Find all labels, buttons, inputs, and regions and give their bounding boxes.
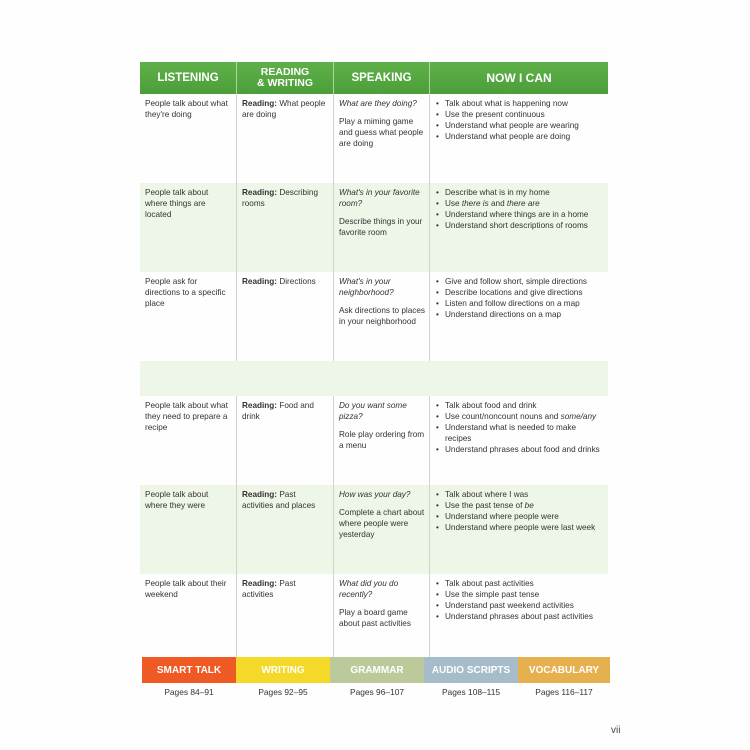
list-item: • Use the past tense of be (435, 500, 604, 511)
footer-audio-scripts (424, 657, 518, 697)
list-item: • Understand where people were last week (435, 522, 604, 533)
footer-tab: WRITING (236, 657, 330, 683)
syllabus-table (140, 62, 608, 663)
list-item: • Understand what people are wearing (435, 120, 604, 131)
footer-pages: Pages 84–91 (164, 687, 214, 697)
header-speaking: SPEAKING (334, 62, 430, 94)
table-row (140, 272, 608, 361)
table-header (140, 62, 608, 94)
footer-pages: Pages 116–117 (535, 687, 593, 697)
list-item: • Understand what people are doing (435, 131, 604, 142)
listening-cell: People talk about where they were (140, 485, 237, 574)
header-now-i-can: NOW I CAN (430, 62, 608, 94)
speaking-cell: What's in your neighborhood? Ask directions to places in your neighborhood (334, 272, 430, 361)
list-item: • Understand phrases about past activities (435, 611, 604, 622)
now-i-can-cell (430, 272, 608, 361)
footer-pages: Pages 108–115 (441, 687, 501, 697)
reading-writing-cell: Reading: What people are doing (237, 94, 334, 183)
list-item: • Listen and follow directions on a map (435, 298, 604, 309)
table-spacer (140, 361, 608, 396)
now-i-can-cell (430, 183, 608, 272)
list-item: • Understand past weekend activities (435, 600, 604, 611)
list-item: • Understand phrases about food and drinks (435, 444, 604, 455)
now-i-can-cell (430, 574, 608, 663)
list-item: • Talk about past activities (435, 578, 604, 589)
table-row (140, 574, 608, 663)
table-row (140, 183, 608, 272)
reading-writing-cell: Reading: Past activities (237, 574, 334, 663)
list-item: • Use the simple past tense (435, 589, 604, 600)
reading-writing-cell: Reading: Directions (237, 272, 334, 361)
list-item: • Talk about where I was (435, 489, 604, 500)
table-row (140, 94, 608, 183)
footer-smart-talk (142, 657, 236, 697)
speaking-cell: What's in your favorite room? Describe things in your favorite room (334, 183, 430, 272)
header-listening: LISTENING (140, 62, 237, 94)
footer-tab: SMART TALK (142, 657, 236, 683)
reading-writing-cell: Reading: Describing rooms (237, 183, 334, 272)
page-number: vii (611, 725, 621, 736)
list-item: • Understand directions on a map (435, 309, 604, 320)
listening-cell: People talk about their weekend (140, 574, 237, 663)
list-item: • Understand where things are in a home (435, 209, 604, 220)
list-item: • Describe what is in my home (435, 187, 604, 198)
list-item: • Understand where people were (435, 511, 604, 522)
listening-cell: People talk about where things are located (140, 183, 237, 272)
table-row (140, 396, 608, 485)
listening-cell: People ask for directions to a specific place (140, 272, 237, 361)
list-item: • Give and follow short, simple directions (435, 276, 604, 287)
list-item: • Talk about food and drink (435, 400, 604, 411)
footer-vocabulary (518, 657, 610, 697)
footer-pages: Pages 96–107 (349, 687, 405, 697)
footer-tab: AUDIO SCRIPTS (424, 657, 518, 683)
list-item: • Understand short descriptions of rooms (435, 220, 604, 231)
listening-cell: People talk about what they're doing (140, 94, 237, 183)
footer-writing (236, 657, 330, 697)
speaking-cell: Do you want some pizza? Role play ordering from a menu (334, 396, 430, 485)
list-item: • Use count/noncount nouns and some/any (435, 411, 604, 422)
listening-cell: People talk about what they need to prepare a recipe (140, 396, 237, 485)
now-i-can-cell (430, 396, 608, 485)
list-item: • Describe locations and give directions (435, 287, 604, 298)
reading-writing-cell: Reading: Food and drink (237, 396, 334, 485)
footer-tab: GRAMMAR (330, 657, 424, 683)
footer-tab: VOCABULARY (518, 657, 610, 683)
table-row (140, 485, 608, 574)
footer-pages: Pages 92–95 (258, 687, 308, 697)
section-footer (142, 657, 610, 697)
speaking-cell: How was your day? Complete a chart about where people were yesterday (334, 485, 430, 574)
list-item: • Use there is and there are (435, 198, 604, 209)
speaking-cell: What did you do recently? Play a board game about past activities (334, 574, 430, 663)
list-item: • Understand what is needed to make recipes (435, 422, 604, 444)
now-i-can-cell (430, 94, 608, 183)
header-reading-writing: READING & WRITING (237, 62, 334, 94)
reading-writing-cell: Reading: Past activities and places (237, 485, 334, 574)
list-item: • Talk about what is happening now (435, 98, 604, 109)
now-i-can-cell (430, 485, 608, 574)
footer-grammar (330, 657, 424, 697)
list-item: • Use the present continuous (435, 109, 604, 120)
speaking-cell: What are they doing? Play a miming game and guess what people are doing (334, 94, 430, 183)
